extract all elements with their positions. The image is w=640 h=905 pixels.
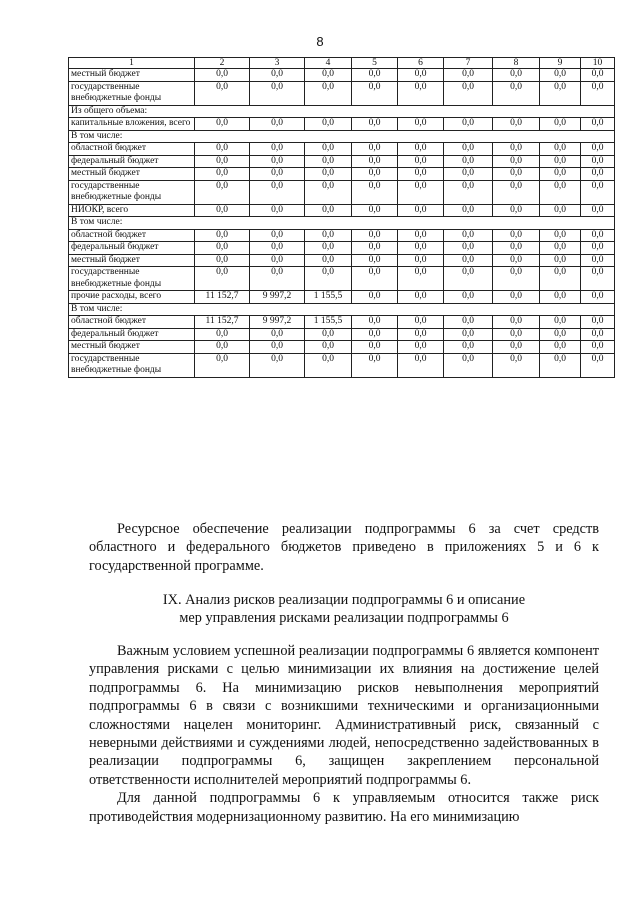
table-cell: 0,0: [581, 143, 615, 156]
table-cell: 0,0: [398, 168, 444, 181]
table-row: [69, 180, 615, 204]
table-cell: 0,0: [250, 242, 305, 255]
table-row: [69, 204, 615, 217]
table-row: [69, 328, 615, 341]
table-cell: 0,0: [305, 81, 352, 105]
table-cell: 0,0: [195, 229, 250, 242]
table-cell: 0,0: [398, 328, 444, 341]
table-cell: 0,0: [581, 155, 615, 168]
table-cell: 0,0: [305, 204, 352, 217]
table-row: [69, 143, 615, 156]
table-cell: 0,0: [352, 155, 398, 168]
table-cell: 0,0: [305, 69, 352, 82]
table-cell: 0,0: [250, 168, 305, 181]
table-cell: 0,0: [493, 168, 540, 181]
table-cell: 0,0: [250, 229, 305, 242]
table-cell: 1 155,5: [305, 291, 352, 304]
budget-table: [68, 57, 615, 378]
table-cell: 0,0: [352, 267, 398, 291]
table-row: [69, 316, 615, 329]
table-cell: 0,0: [398, 353, 444, 377]
row-label: местный бюджет: [69, 168, 195, 181]
table-cell: 0,0: [352, 328, 398, 341]
table-cell: 0,0: [540, 81, 581, 105]
table-cell: 0,0: [493, 242, 540, 255]
table-body: [69, 69, 615, 378]
table-cell: 0,0: [250, 155, 305, 168]
table-cell: 0,0: [352, 242, 398, 255]
table-row: [69, 353, 615, 377]
resources-paragraph: [89, 520, 599, 575]
table-row: [69, 105, 615, 118]
table-cell: 0,0: [540, 353, 581, 377]
table-cell: 0,0: [195, 328, 250, 341]
table-cell: 9 997,2: [250, 316, 305, 329]
table-cell: 0,0: [540, 118, 581, 131]
table-cell: 0,0: [444, 229, 493, 242]
table-cell: 0,0: [250, 69, 305, 82]
table-row: [69, 81, 615, 105]
table-cell: 0,0: [581, 341, 615, 354]
row-label: федеральный бюджет: [69, 242, 195, 255]
table-cell: 0,0: [250, 254, 305, 267]
column-header: 8: [493, 58, 540, 69]
risks-text: [89, 642, 599, 826]
table-cell: 0,0: [493, 316, 540, 329]
table-cell: 0,0: [195, 143, 250, 156]
section-heading-line: IX. Анализ рисков реализации подпрограммы 6 и описание: [162, 592, 526, 608]
table-cell: 0,0: [398, 118, 444, 131]
table-cell: 0,0: [540, 242, 581, 255]
table-cell: 0,0: [540, 328, 581, 341]
column-header: 2: [195, 58, 250, 69]
table-cell: 0,0: [581, 69, 615, 82]
table-cell: 0,0: [493, 353, 540, 377]
table-cell: 1 155,5: [305, 316, 352, 329]
table-cell: 0,0: [540, 341, 581, 354]
table-cell: 0,0: [581, 204, 615, 217]
table-cell: 0,0: [398, 254, 444, 267]
row-label: капитальные вложения, всего: [69, 118, 195, 131]
row-label: прочие расходы, всего: [69, 291, 195, 304]
table-cell: 0,0: [493, 118, 540, 131]
table-cell: 0,0: [540, 229, 581, 242]
table-cell: 0,0: [444, 328, 493, 341]
column-header: 7: [444, 58, 493, 69]
row-label: НИОКР, всего: [69, 204, 195, 217]
table-cell: 0,0: [195, 267, 250, 291]
table-cell: 0,0: [581, 291, 615, 304]
table-cell: 0,0: [398, 242, 444, 255]
table-cell: 0,0: [540, 143, 581, 156]
table-cell: 0,0: [250, 341, 305, 354]
table-cell: 0,0: [540, 168, 581, 181]
table-cell: 0,0: [398, 267, 444, 291]
table-row: [69, 118, 615, 131]
table-cell: 0,0: [540, 69, 581, 82]
table-cell: 0,0: [305, 242, 352, 255]
row-label: В том числе:: [69, 217, 615, 230]
table-cell: 0,0: [352, 143, 398, 156]
table-cell: 0,0: [493, 155, 540, 168]
table-row: [69, 229, 615, 242]
column-header: 6: [398, 58, 444, 69]
table-cell: 0,0: [581, 242, 615, 255]
table-cell: 0,0: [493, 254, 540, 267]
table-cell: 0,0: [195, 168, 250, 181]
table-cell: 0,0: [581, 328, 615, 341]
table-row: [69, 303, 615, 316]
table-cell: 0,0: [305, 353, 352, 377]
section-heading: [89, 591, 599, 628]
row-label: государственные внебюджетные фонды: [69, 180, 195, 204]
row-label: местный бюджет: [69, 341, 195, 354]
table-cell: 0,0: [540, 155, 581, 168]
table-cell: 0,0: [581, 353, 615, 377]
table-row: [69, 217, 615, 230]
table-cell: 0,0: [493, 229, 540, 242]
table-cell: 0,0: [444, 204, 493, 217]
table-cell: 0,0: [195, 69, 250, 82]
table-cell: 0,0: [195, 155, 250, 168]
table-cell: 0,0: [195, 204, 250, 217]
column-header: 5: [352, 58, 398, 69]
table-cell: 0,0: [444, 254, 493, 267]
table-cell: 0,0: [444, 81, 493, 105]
table-cell: 0,0: [444, 291, 493, 304]
table-cell: 0,0: [250, 353, 305, 377]
table-cell: 0,0: [352, 180, 398, 204]
table-cell: 0,0: [444, 118, 493, 131]
table-row: [69, 291, 615, 304]
table-cell: 0,0: [444, 69, 493, 82]
row-label: Из общего объема:: [69, 105, 615, 118]
table-cell: 0,0: [398, 143, 444, 156]
table-cell: 0,0: [305, 254, 352, 267]
table-cell: 0,0: [195, 353, 250, 377]
table-cell: 0,0: [444, 180, 493, 204]
table-cell: 0,0: [305, 328, 352, 341]
row-label: областной бюджет: [69, 143, 195, 156]
table-cell: 0,0: [581, 254, 615, 267]
table-cell: 0,0: [305, 180, 352, 204]
table-cell: 9 997,2: [250, 291, 305, 304]
table-cell: 0,0: [444, 316, 493, 329]
row-label: областной бюджет: [69, 229, 195, 242]
table-cell: 11 152,7: [195, 291, 250, 304]
table-cell: 0,0: [493, 180, 540, 204]
row-label: В том числе:: [69, 303, 615, 316]
table-cell: 0,0: [398, 316, 444, 329]
paragraph-text: Важным условием успешной реализации подпрограммы 6 является компонент управления рисками с целью минимизации их влияния на достижение целей подпрограммы 6. На минимизацию рисков невыполнения мероприятий подпрограммы 6 в связи с возникшими техническими и организационными сложностями нацелен мониторинг. Административный риск, связанный с неверными действиями и суждениями людей, непосредственно задействованных в реализации подпрограммы 6, защищен закреплением персональной ответственности исполнителей мероприятий подпрограммы 6.: [89, 643, 599, 788]
table-row: [69, 267, 615, 291]
table-cell: 0,0: [195, 81, 250, 105]
table-cell: 0,0: [305, 229, 352, 242]
paragraph-text: Для данной подпрограммы 6 к управляемым относится также риск противодействия модернизационному развитию. На его минимизацию: [89, 790, 599, 825]
table-row: [69, 155, 615, 168]
table-cell: 0,0: [493, 291, 540, 304]
table-cell: 0,0: [305, 341, 352, 354]
table-cell: 0,0: [493, 341, 540, 354]
table-cell: 0,0: [250, 328, 305, 341]
table-cell: 0,0: [581, 267, 615, 291]
table-row: [69, 69, 615, 82]
page-number: 8: [316, 34, 324, 49]
table-cell: 0,0: [540, 267, 581, 291]
table-cell: 0,0: [250, 118, 305, 131]
table-cell: 0,0: [305, 143, 352, 156]
column-header: 1: [69, 58, 195, 69]
row-label: федеральный бюджет: [69, 328, 195, 341]
row-label: местный бюджет: [69, 69, 195, 82]
table-cell: 0,0: [540, 204, 581, 217]
table-cell: 0,0: [352, 254, 398, 267]
table-header-row: [69, 58, 615, 69]
row-label: государственные внебюджетные фонды: [69, 353, 195, 377]
row-label: В том числе:: [69, 130, 615, 143]
table-cell: 0,0: [581, 81, 615, 105]
section-heading-line: мер управления рисками реализации подпрограммы 6: [179, 610, 509, 627]
table-cell: 0,0: [444, 143, 493, 156]
table-cell: 0,0: [352, 168, 398, 181]
row-label: местный бюджет: [69, 254, 195, 267]
table-cell: 0,0: [305, 168, 352, 181]
table-cell: 0,0: [444, 267, 493, 291]
table-cell: 0,0: [581, 180, 615, 204]
column-header: 9: [540, 58, 581, 69]
table-cell: 0,0: [352, 81, 398, 105]
table-cell: 0,0: [352, 204, 398, 217]
table-cell: 0,0: [352, 353, 398, 377]
row-label: государственные внебюджетные фонды: [69, 267, 195, 291]
column-header: 10: [581, 58, 615, 69]
row-label: государственные внебюджетные фонды: [69, 81, 195, 105]
table-cell: 0,0: [398, 69, 444, 82]
table-cell: 0,0: [540, 254, 581, 267]
table-cell: 0,0: [352, 291, 398, 304]
table-cell: 0,0: [352, 341, 398, 354]
table-row: [69, 130, 615, 143]
table-cell: 0,0: [493, 143, 540, 156]
column-header: 3: [250, 58, 305, 69]
table-cell: 0,0: [444, 168, 493, 181]
table-cell: 0,0: [305, 155, 352, 168]
table-cell: 0,0: [352, 118, 398, 131]
table-cell: 0,0: [493, 81, 540, 105]
table-cell: 0,0: [195, 242, 250, 255]
table-cell: 0,0: [398, 180, 444, 204]
table-cell: 0,0: [493, 328, 540, 341]
table-cell: 0,0: [444, 155, 493, 168]
table-row: [69, 254, 615, 267]
table-cell: 0,0: [250, 81, 305, 105]
table-cell: 0,0: [581, 229, 615, 242]
table-cell: 0,0: [305, 267, 352, 291]
table-cell: 0,0: [398, 204, 444, 217]
table-cell: 0,0: [250, 143, 305, 156]
table-row: [69, 341, 615, 354]
table-cell: 0,0: [352, 69, 398, 82]
table-cell: 0,0: [398, 291, 444, 304]
table-cell: 0,0: [493, 204, 540, 217]
table-cell: 0,0: [493, 267, 540, 291]
table-cell: 0,0: [540, 316, 581, 329]
table-row: [69, 168, 615, 181]
row-label: федеральный бюджет: [69, 155, 195, 168]
table-cell: 0,0: [581, 168, 615, 181]
table-cell: 0,0: [250, 180, 305, 204]
table-cell: 0,0: [195, 180, 250, 204]
table-cell: 0,0: [581, 118, 615, 131]
table-cell: 0,0: [352, 229, 398, 242]
table-cell: 0,0: [352, 316, 398, 329]
table-cell: 0,0: [540, 180, 581, 204]
table-cell: 0,0: [195, 341, 250, 354]
row-label: областной бюджет: [69, 316, 195, 329]
paragraph-text: Ресурсное обеспечение реализации подпрограммы 6 за счет средств областного и федерального бюджетов приведено в приложениях 5 и 6 к государственной программе.: [89, 521, 599, 574]
table-cell: 0,0: [493, 69, 540, 82]
table-cell: 11 152,7: [195, 316, 250, 329]
table-cell: 0,0: [398, 81, 444, 105]
table-cell: 0,0: [444, 341, 493, 354]
table-cell: 0,0: [581, 316, 615, 329]
column-header: 4: [305, 58, 352, 69]
table-cell: 0,0: [305, 118, 352, 131]
table-cell: 0,0: [250, 204, 305, 217]
table-cell: 0,0: [398, 155, 444, 168]
table-cell: 0,0: [250, 267, 305, 291]
table-cell: 0,0: [398, 341, 444, 354]
table-cell: 0,0: [398, 229, 444, 242]
table-cell: 0,0: [195, 254, 250, 267]
table-row: [69, 242, 615, 255]
table-cell: 0,0: [540, 291, 581, 304]
table-cell: 0,0: [444, 242, 493, 255]
table-cell: 0,0: [195, 118, 250, 131]
table-cell: 0,0: [444, 353, 493, 377]
